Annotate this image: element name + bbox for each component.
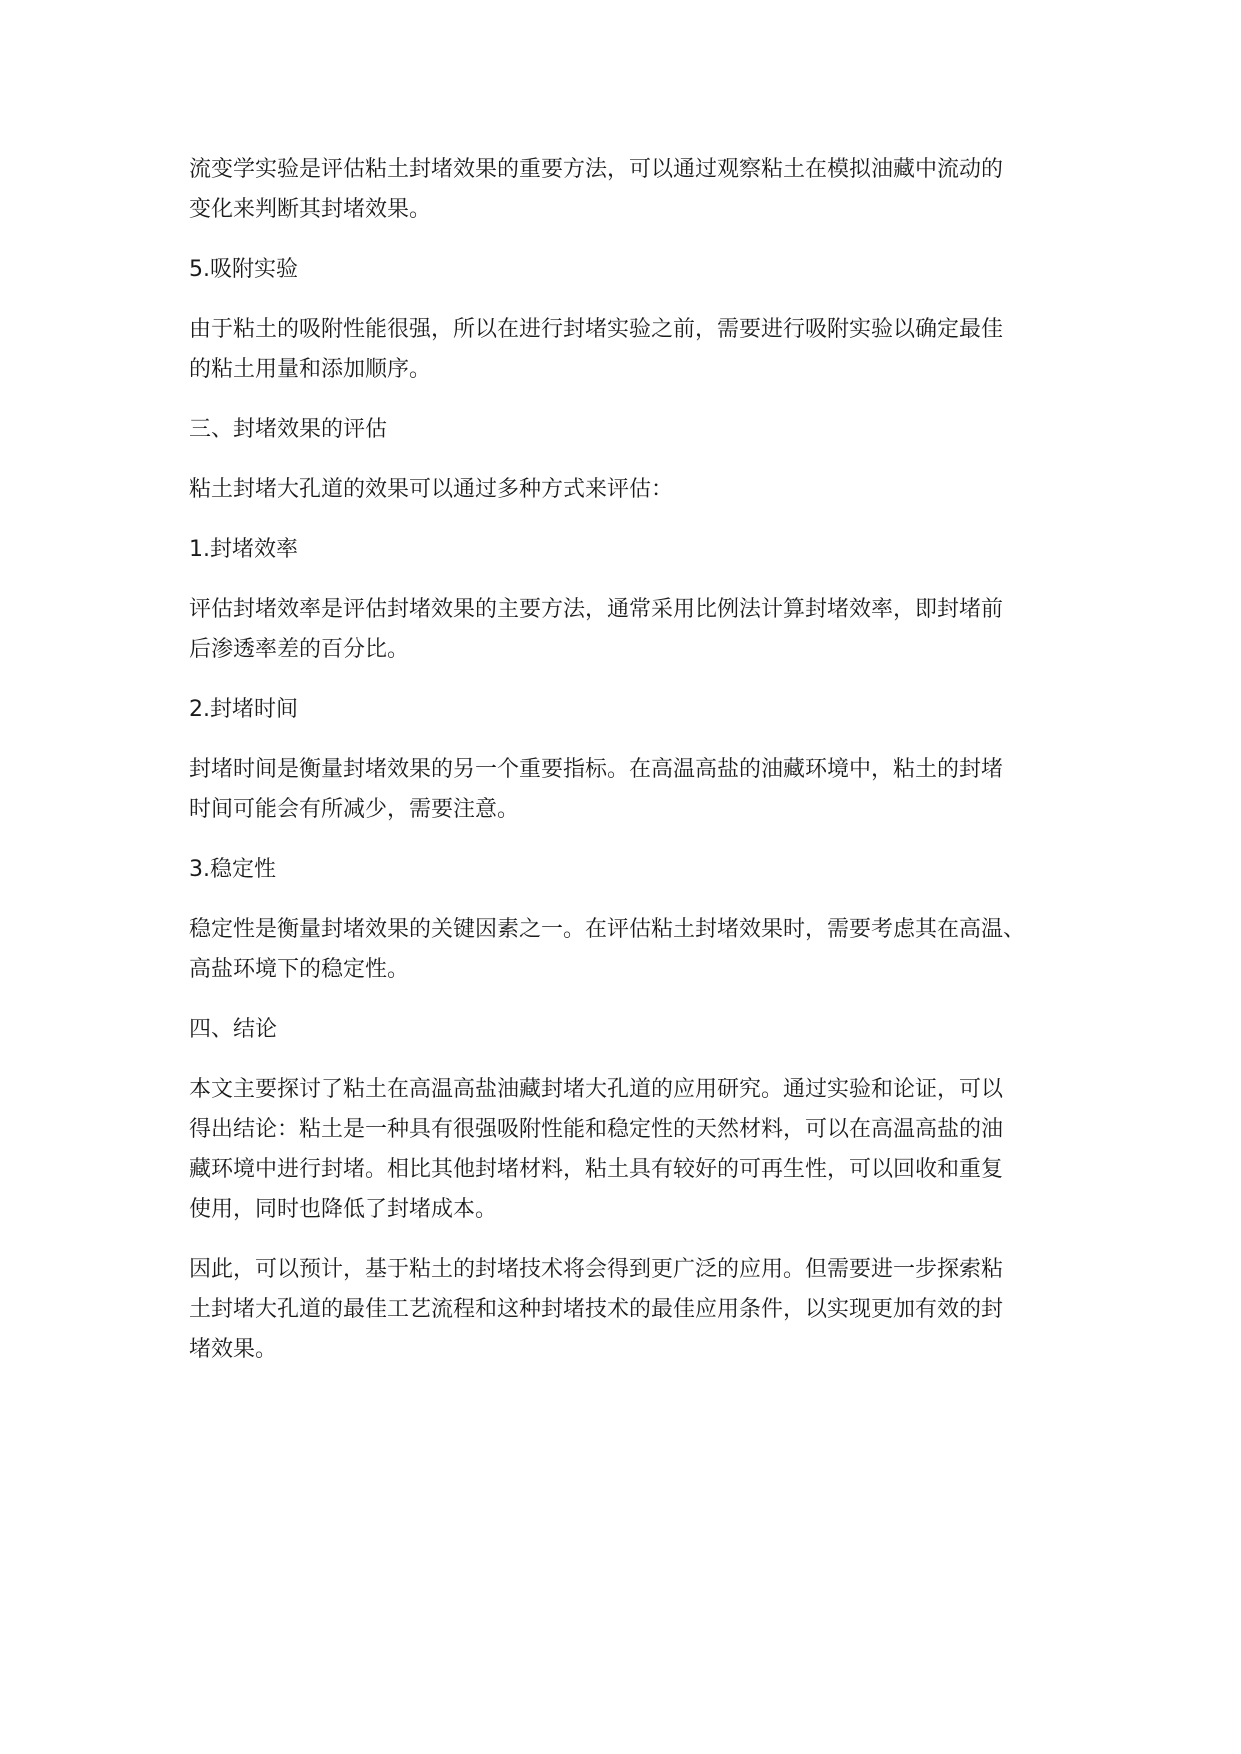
- paragraph-line: 得出结论：粘土是一种具有很强吸附性能和稳定性的天然材料，可以在高温高盐的油: [189, 1117, 1004, 1142]
- heading-text: 四、结论: [189, 1017, 278, 1042]
- paragraph-line: 藏环境中进行封堵。相比其他封堵材料，粘土具有较好的可再生性，可以回收和重复: [189, 1157, 1004, 1182]
- heading-sealing-time: [189, 690, 1069, 730]
- heading-text: 1.封堵效率: [189, 537, 298, 562]
- paragraph-line: 本文主要探讨了粘土在高温高盐油藏封堵大孔道的应用研究。通过实验和论证，可以: [189, 1077, 1004, 1102]
- paragraph-line: 使用，同时也降低了封堵成本。: [189, 1197, 498, 1222]
- paragraph-outlook: [189, 1250, 1069, 1370]
- heading-text: 3.稳定性: [189, 857, 276, 882]
- paragraph-line: 由于粘土的吸附性能很强，所以在进行封堵实验之前，需要进行吸附实验以确定最佳: [189, 317, 1004, 342]
- heading-stability: [189, 850, 1069, 890]
- paragraph-line: 时间可能会有所减少，需要注意。: [189, 797, 520, 822]
- paragraph-line: 封堵时间是衡量封堵效果的另一个重要指标。在高温高盐的油藏环境中，粘土的封堵: [189, 757, 1004, 782]
- heading-sealing-efficiency: [189, 530, 1069, 570]
- paragraph-conclusion: [189, 1070, 1069, 1230]
- heading-text: 2.封堵时间: [189, 697, 298, 722]
- paragraph-line: 的粘土用量和添加顺序。: [189, 357, 432, 382]
- paragraph-line: 粘土封堵大孔道的效果可以通过多种方式来评估：: [189, 477, 674, 502]
- paragraph-line: 评估封堵效率是评估封堵效果的主要方法，通常采用比例法计算封堵效率，即封堵前: [189, 597, 1004, 622]
- section-heading-evaluation: [189, 410, 1069, 450]
- paragraph-line: 后渗透率差的百分比。: [189, 637, 410, 662]
- document-body: [189, 150, 1069, 1370]
- paragraph-stability: [189, 910, 1069, 990]
- paragraph-line: 高盐环境下的稳定性。: [189, 957, 410, 982]
- paragraph-line: 稳定性是衡量封堵效果的关键因素之一。在评估粘土封堵效果时，需要考虑其在高温、: [189, 917, 1026, 942]
- heading-text: 5.吸附实验: [189, 257, 298, 282]
- paragraph-sealing-efficiency: [189, 590, 1069, 670]
- heading-text: 三、封堵效果的评估: [189, 417, 388, 442]
- paragraph-line: 堵效果。: [189, 1337, 278, 1362]
- paragraph-line: 土封堵大孔道的最佳工艺流程和这种封堵技术的最佳应用条件，以实现更加有效的封: [189, 1297, 1004, 1322]
- paragraph-adsorption: [189, 310, 1069, 390]
- paragraph-sealing-time: [189, 750, 1069, 830]
- section-heading-conclusion: [189, 1010, 1069, 1050]
- paragraph-rheology-experiment: [189, 150, 1069, 230]
- paragraph-line: 因此，可以预计，基于粘土的封堵技术将会得到更广泛的应用。但需要进一步探索粘: [189, 1257, 1004, 1282]
- heading-adsorption-experiment: [189, 250, 1069, 290]
- paragraph-line: 流变学实验是评估粘土封堵效果的重要方法，可以通过观察粘土在模拟油藏中流动的: [189, 157, 1004, 182]
- paragraph-evaluation-intro: [189, 470, 1069, 510]
- paragraph-line: 变化来判断其封堵效果。: [189, 197, 432, 222]
